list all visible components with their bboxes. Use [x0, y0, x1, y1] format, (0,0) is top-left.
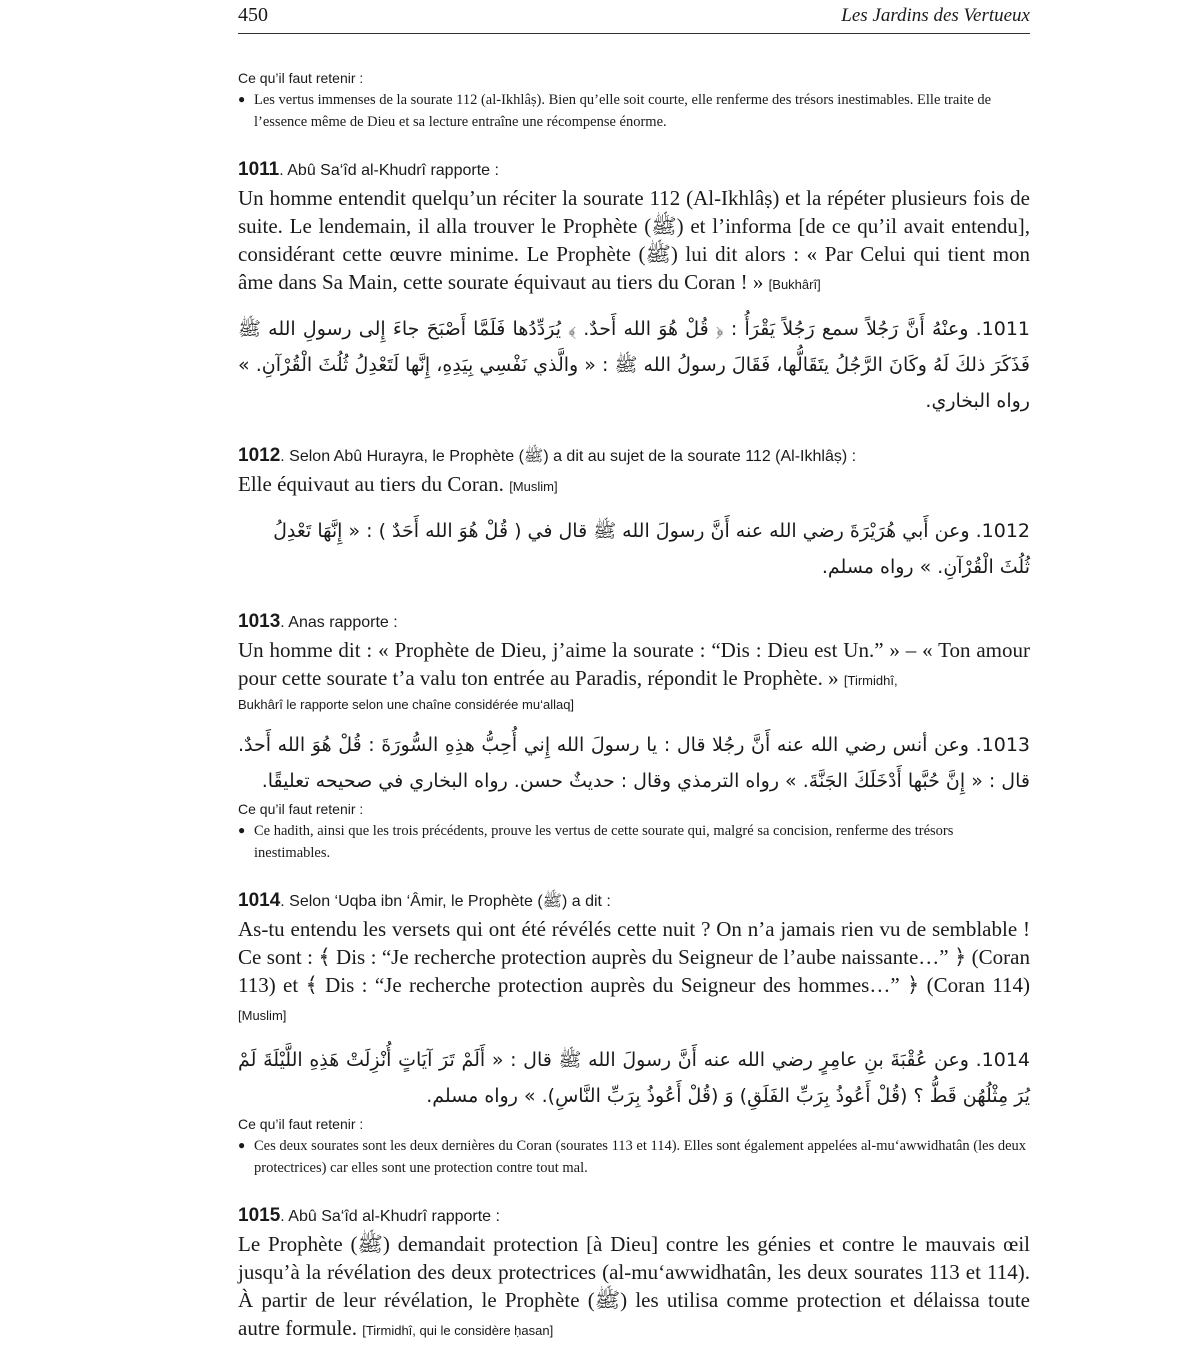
intro-retenir — [238, 70, 1030, 133]
retenir-label: Ce qu’il faut retenir : — [238, 70, 364, 86]
hadith-text — [238, 915, 1030, 1030]
hadith-number: 1011 — [238, 159, 280, 180]
hadith-source-continued: Bukhârî le rapporte selon une chaîne considérée mu‘allaq] — [238, 697, 575, 712]
hadith-retenir — [238, 801, 1030, 864]
retenir-label: Ce qu’il faut retenir : — [238, 1116, 364, 1132]
hadith-number: 1013 — [238, 611, 281, 632]
hadith-translation: As-tu entendu les versets qui ont été révélés cette nuit ? On n’a jamais rien vu de semblable ! Ce sont : ﴾ Dis : “Je recherche protection auprès du Seigneur de l’aube naissante…” ﴿ (Coran 113) et ﴾ Dis : “Je recherche protection auprès du Seigneur des hommes…” ﴿ (Coran 114) — [238, 917, 1030, 997]
hadith-1012 — [238, 445, 1030, 585]
retenir-text: Ces deux sourates sont les deux dernières du Coran (sourates 113 et 114). Elles sont également appelées al-mu‘awwidhatân (les deux protectrices) car elles sont une protection contre tout mal. — [254, 1138, 1027, 1176]
hadith-translation: Un homme dit : « Prophète de Dieu, j’aime la sourate : “Dis : Dieu est Un.” » – « Ton amour pour cette sourate t’a valu ton entrée au Paradis, répondit le Prophète. » — [238, 638, 1030, 690]
hadith-arabic: 1012. وعن أَبي هُرَيْرَةَ رضي الله عنه أَنَّ رسولَ الله ﷺ قال في ( قُلْ هُوَ الله أَحَدٌ ) : « إِنَّهَا تَعْدِلُ ثُلُثَ الْقُرْآنِ. » رواه مسلم. — [273, 520, 1030, 578]
page-number: 450 — [238, 4, 268, 26]
retenir-bullet — [238, 89, 1030, 133]
hadith-source: [Tirmidhî, qui le considère ḥasan] — [362, 1323, 554, 1338]
page-header — [238, 0, 1030, 36]
hadith-heading — [238, 611, 1030, 634]
hadith-source: [Muslim] — [238, 1008, 287, 1023]
retenir-label: Ce qu’il faut retenir : — [238, 801, 364, 817]
hadith-heading — [238, 890, 1030, 913]
hadith-1014 — [238, 890, 1030, 1179]
retenir-text: Ce hadith, ainsi que les trois précédents, prouve les vertus de cette sourate qui, malgré sa concision, renferme des trésors inestimables. — [254, 823, 954, 861]
hadith-narrator: . Abû Sa‘îd al-Khudrî rapporte : — [280, 1208, 500, 1225]
hadith-heading — [238, 1205, 1030, 1228]
hadith-heading — [238, 445, 1030, 468]
hadith-narrator: . Anas rapporte : — [280, 614, 398, 631]
hadith-number: 1012 — [238, 445, 281, 466]
hadith-retenir — [238, 1116, 1030, 1179]
hadith-text — [238, 470, 1030, 501]
retenir-bullet — [238, 820, 1030, 864]
hadith-arabic: 1013. وعن أنس رضي الله عنه أَنَّ رجُلا قال : يا رسولَ الله إِني أُحِبُّ هذِهِ السُّورَةَ : قُلْ هُوَ الله أَحدٌ. قال : « إِنَّ حُبَّها أَدْخَلَكَ الجَنَّةَ. » رواه الترمذي وقال : حديثٌ حسن. رواه البخاري في صحيحه تعليقًا. — [238, 734, 1030, 792]
hadith-text — [238, 184, 1030, 299]
hadith-narrator: . Selon ‘Uqba ibn ‘Âmir, le Prophète (ﷺ) a dit : — [280, 893, 611, 910]
hadith-translation: Un homme entendit quelqu’un réciter la sourate 112 (Al-Ikhlâṣ) et la répéter plusieurs fois de suite. Le lendemain, il alla trouver le Prophète (ﷺ) et l’informa [de ce qu’il avait entendu], considérant cette œuvre minime. Le Prophète (ﷺ) lui dit alors : « Par Celui qui tient mon âme dans Sa Main, cette sourate équivaut au tiers du Coran ! » — [238, 186, 1030, 294]
bullet-icon: ● — [238, 1138, 246, 1152]
hadith-translation: Le Prophète (ﷺ) demandait protection [à Dieu] contre les génies et contre le mauvais œil jusqu’à la révélation des deux protectrices (al-mu‘awwidhatân, les deux sourates 113 et 114). À partir de leur révélation, le Prophète (ﷺ) les utilisa comme protection et délaissa toute autre formule. — [238, 1232, 1030, 1340]
hadith-text — [238, 636, 1030, 695]
running-title: Les Jardins des Vertueux — [841, 5, 1030, 26]
hadith-number: 1014 — [238, 890, 281, 911]
hadith-1013 — [238, 611, 1030, 864]
hadith-source: [Muslim] — [509, 479, 558, 494]
book-page — [238, 0, 1030, 1345]
bullet-icon: ● — [238, 823, 246, 837]
header-rule — [238, 33, 1030, 34]
hadith-narrator: . Selon Abû Hurayra, le Prophète (ﷺ) a dit au sujet de la sourate 112 (Al-Ikhlâṣ) : — [280, 448, 857, 465]
hadith-heading — [238, 159, 1030, 182]
retenir-bullet — [238, 1135, 1030, 1179]
hadith-1011 — [238, 159, 1030, 419]
hadith-translation: Elle équivaut au tiers du Coran. — [238, 472, 504, 496]
hadith-narrator: . Abû Sa‘îd al-Khudrî rapporte : — [279, 162, 499, 179]
hadith-source: [Bukhârî] — [768, 277, 821, 292]
bullet-icon: ● — [238, 92, 246, 106]
hadith-number: 1015 — [238, 1205, 281, 1226]
hadith-1015 — [238, 1205, 1030, 1345]
hadith-arabic: 1011. وعنْهُ أَنَّ رَجُلاً سمع رَجُلاً يَقْرَأُ : ﴿ قُلْ هُوَ الله أَحدٌ. ﴾ يُرَدِّدُها فَلَمَّا أَصْبَحَ جاءَ إِلى رسولِ الله ﷺ فَذَكَرَ ذلكَ لَهُ وكَانَ الرَّجُلُ يتَقَالُّها، فَقَالَ رسولُ الله ﷺ : « والَّذي نَفْسِي بِيَدِهِ، إِنَّها لَتَعْدِلُ ثُلُثَ الْقُرْآنِ. » رواه البخاري. — [238, 318, 1030, 412]
retenir-text: Les vertus immenses de la sourate 112 (al-Ikhlâṣ). Bien qu’elle soit courte, elle renferme des trésors inestimables. Elle traite de l’essence même de Dieu et sa lecture entraîne une récompense énorme. — [254, 92, 992, 130]
hadith-arabic: 1014. وعن عُقْبَةَ بنِ عامِرٍ رضي الله عنه أَنَّ رسولَ الله ﷺ قال : « أَلَمْ تَرَ آيَاتٍ أُنْزِلَتْ هَذِهِ اللَّيْلَةَ لَمْ يُرَ مِثْلُهُن قَطُّ ؟ (قُلْ أَعُوذُ بِرَبِّ الفَلَقِ) وَ (قُلْ أَعُوذُ بِرَبِّ النَّاسِ). » رواه مسلم. — [238, 1049, 1030, 1107]
hadith-source: [Tirmidhî, — [843, 673, 898, 688]
